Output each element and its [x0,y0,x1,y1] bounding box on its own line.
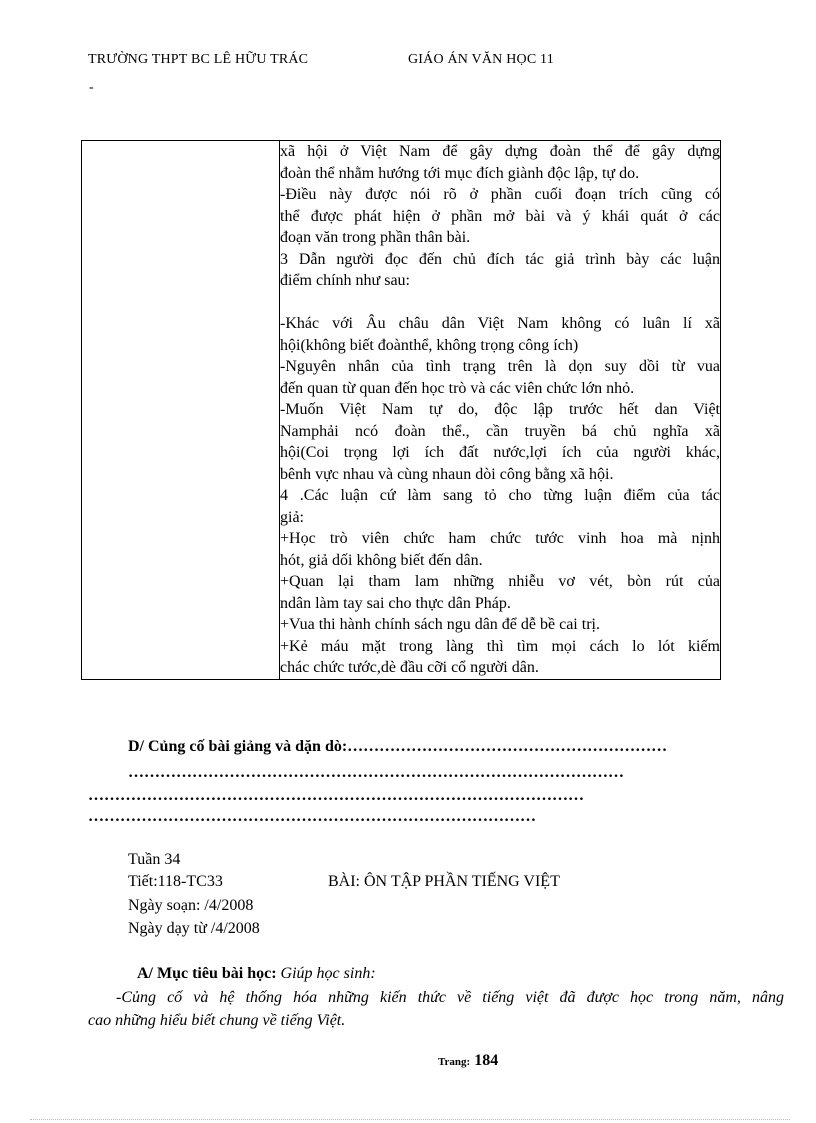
table-line: xã hội ở Việt Nam để gây dựng đoàn thể để gây dựng [280,143,720,160]
table-line: -Điều này được nói rõ ở phần cuối đoạn trích cũng có [280,186,720,203]
section-d-label: D/ Củng cố bài giảng và dặn dò: [128,738,348,755]
page-header [88,52,728,72]
dotted-line: ………………………………………………………………………… [88,808,536,825]
objectives-label: A/ Mục tiêu bài học: [137,965,277,982]
objectives-line: -Củng cố và hệ thống hóa những kiến thức về tiếng việt đã được học trong năm, nâng [116,989,784,1006]
table-line-blank [280,292,720,314]
period-label: Tiết:118-TC33 [128,873,223,890]
table-line: hội(không biết đoànthể, không trọng công ích) [280,336,579,354]
table-line: đến quan từ quan đến học trò và các viên chức lớn nhỏ. [280,379,635,397]
table-line: điểm chính như sau: [280,272,410,289]
table-line: +Quan lại tham lam những nhiễu vơ vét, bòn rút của [280,573,720,590]
lesson-title: BÀI: ÔN TẬP PHẦN TIẾNG VIỆT [328,873,560,890]
objectives-line: cao những hiểu biết chung về tiếng Việt. [88,1012,346,1029]
bottom-divider [30,1119,790,1120]
table-line: hội(Coi trọng lợi ích đất nước,lợi ích của người khác, [280,444,720,461]
table-left-cell [82,141,280,680]
table-line: đoạn văn trong phần thân bài. [280,229,471,246]
header-dash: - [89,80,94,95]
lesson-content-table [81,140,721,680]
taught-date: Ngày dạy từ /4/2008 [128,920,260,937]
table-line: -Muốn Việt Nam tự do, độc lập trước hết dan Việt [280,401,720,418]
objectives-intro: Giúp học sinh: [280,965,376,982]
subject-title: GIÁO ÁN VĂN HỌC 11 [408,52,554,67]
table-line: giả: [280,508,304,526]
dotted-line: ………………………………………………………………………………… [88,787,584,804]
table-line: đoàn thể nhằm hướng tới mục đích giành độc lập, tự do. [280,164,640,182]
table-line: +Vua thi hành chính sách ngu dân để dễ bề cai trị. [280,616,600,633]
table-line: hót, giả dối không biết đến dân. [280,551,483,569]
table-line: ndân làm tay sai cho thực dân Pháp. [280,594,511,612]
table-line: chác chức tước,dè đầu cỡi cổ người dân. [280,659,539,676]
section-d-dots: …………………………………………………… [347,738,668,755]
table-right-cell [280,141,721,680]
table-line: -Nguyên nhân của tình trạng trên là dọn suy dồi từ vua [280,358,720,375]
table-line: bênh vực nhau và cùng nhaun dòi công bằng xã hội. [280,465,614,483]
school-name: TRƯỜNG THPT BC LÊ HỮU TRÁC [88,52,309,67]
table-line: +Học trò viên chức ham chức tước vinh hoa mà nịnh [280,530,720,547]
prepared-date: Ngày soạn: /4/2008 [128,897,254,914]
objectives-paragraph [88,986,784,1032]
week-label: Tuần 34 [128,851,181,868]
page-footer [438,1052,498,1070]
section-d-heading [128,738,667,756]
table-line: 4 .Các luận cứ làm sang tỏ cho từng luận điểm của tác [280,487,720,504]
objectives-heading [137,965,376,983]
page-label: Trang: [438,1056,471,1068]
table-line: +Kẻ máu mặt trong làng thì tìm mọi cách lo lót kiếm [280,637,720,655]
dotted-line: ………………………………………………………………………………… [128,764,624,781]
table-line: -Khác với Âu châu dân Việt Nam không có luân lí xã [280,315,720,332]
table-line: thể được phát hiện ở phần mở bài và ý khái quát ở các [280,207,720,225]
table-line: 3 Dẫn người đọc đến chủ đích tác giả trình bày các luận [280,250,720,268]
page-number: 184 [474,1052,499,1069]
table-line: Namphải ncó đoàn thể., cần truyền bá chủ nghĩa xã [280,422,720,440]
